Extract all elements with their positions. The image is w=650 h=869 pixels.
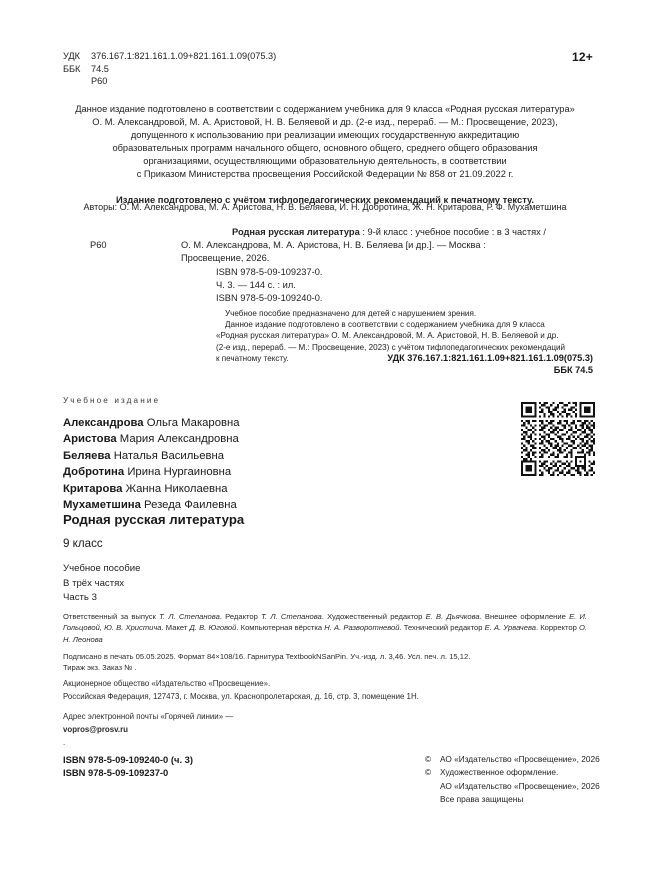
bibliographic-record [63, 226, 587, 305]
intro-line: Данное издание подготовлено в соответствии с содержанием учебника для 9 класса «Родная русская литература» [75, 104, 575, 114]
footer-isbn-block [63, 753, 193, 780]
authors-line: Авторы: О. М. Александрова, М. А. Аристова, Н. В. Беляева, И. Н. Добротина, Ж. Н. Критарова, Р. Ф. Мухаметшина [83, 202, 567, 212]
author-surname: Добротина [63, 466, 125, 479]
publisher-postal-address: Российская Федерация, 127473, г. Москва, ул. Краснопролетарская, д. 16, стр. 3, помещение 1Н. [63, 692, 419, 702]
credit-person: Е. А. Урвачева [484, 623, 536, 633]
intro-line: О. М. Александровой, М. А. Аристовой, Н. В. Беляевой и др. (2-е изд., перераб. — М.: Просвещение, 2023), [92, 117, 558, 128]
isbn-part: ISBN 978-5-09-109240-0 (ч. 3) [63, 754, 193, 765]
isbn-full: ISBN 978-5-09-109237-0 [63, 767, 169, 779]
udk-right-line: УДК 376.167.1:821.161.1.09+821.161.1.09(075.3) [387, 353, 593, 363]
signature-row [63, 75, 276, 88]
biblio-body [181, 226, 587, 266]
edition-label: Учебное издание [63, 396, 161, 405]
credit-label: . Корректор [535, 623, 579, 633]
udk-bbk-block [63, 50, 276, 88]
author-surname: Аристова [63, 433, 117, 446]
intro-paragraph [63, 103, 587, 206]
udk-bbk-right-block [387, 352, 593, 377]
udk-row [63, 50, 276, 63]
intro-line: организациями, осуществляющими образовательную деятельность, в соответствии [143, 156, 507, 167]
credit-person: Д. В. Юговой [189, 623, 237, 633]
bbk-row [63, 63, 276, 76]
signature-value: Р60 [91, 76, 108, 87]
author-name-row [63, 464, 240, 480]
udk-label: УДК [63, 51, 80, 61]
author-surname: Мухаметшина [63, 499, 141, 512]
biblio-line-1-rest: : 9-й класс : учебное пособие : в 3 частях / [359, 227, 546, 237]
hotline-email[interactable]: vopros@prosv.ru [63, 724, 128, 734]
print-specifications [63, 651, 587, 674]
hotline-label: Адрес электронной почты «Горячей линии» — [63, 711, 234, 721]
credit-label: . Художественный редактор [321, 612, 426, 621]
biblio-title: Родная русская литература [232, 227, 360, 237]
hotline-suffix: . [63, 738, 66, 748]
credit-person: Е. В. Дьячкова [425, 612, 480, 621]
copyright-icon: © [425, 767, 432, 778]
book-parts: В трёх частях [63, 577, 125, 589]
credit-person: О. Н. Леонова [63, 623, 588, 644]
bbk-label: ББК [63, 63, 81, 74]
grade-label: 9 класс [63, 537, 103, 550]
author-name-row [63, 431, 240, 447]
author-surname: Александрова [63, 417, 144, 429]
intro-line: с Приказом Министерства просвещения Российской Федерации № 858 от 21.09.2022 г. [136, 169, 514, 180]
udk-value: 376.167.1:821.161.1.09+821.161.1.09(075.3) [91, 51, 277, 61]
credit-person: Т. Л. Степанова [159, 612, 220, 621]
annotation-line: к печатному тексту. [216, 353, 289, 363]
copyright-row [425, 753, 600, 766]
book-part-number: Часть 3 [63, 592, 97, 604]
publisher-address [63, 677, 587, 749]
intro-line: допущенного к использованию при реализации имеющих государственную аккредитацию [130, 130, 520, 141]
credit-label: Ответственный за выпуск [63, 612, 160, 621]
author-name-row [63, 497, 240, 513]
page-title: Родная русская литература [63, 512, 245, 527]
hotline-email-row [63, 710, 587, 750]
biblio-signature: Р60 [90, 240, 107, 251]
annotation-line: Данное издание подготовлено в соответствии с содержанием учебника для 9 класса [225, 320, 545, 330]
print-run-line: Тираж экз. Заказ № . [63, 663, 137, 673]
copyright-text: АО «Издательство «Просвещение», 2026 [440, 780, 600, 791]
author-given: Жанна Николаевна [125, 482, 228, 495]
annotation-line: Учебное пособие предназначено для детей с нарушением зрения. [225, 309, 477, 318]
credit-label: . Макет [161, 623, 190, 633]
biblio-line-3: Просвещение, 2026. [181, 253, 270, 264]
biblio-line-1 [181, 226, 587, 239]
copyright-text: Все права защищены [440, 794, 524, 805]
copyright-block [425, 753, 600, 807]
biblio-line-2: О. М. Александрова, М. А. Аристова, Н. В. Беляева [и др.]. — Москва : [181, 240, 486, 251]
print-spec-line: Подписано в печать 05.05.2025. Формат 84×108/16. Гарнитура TextbookNSanPin. Уч.-изд. л. 3,46. Усл. печ. л. 15,12. [63, 652, 471, 661]
credit-label: . Редактор [219, 612, 262, 621]
author-given: Мария Александровна [119, 433, 239, 446]
author-given: Резеда Фаилевна [144, 499, 237, 512]
bbk-right-line: ББК 74.5 [553, 365, 593, 376]
credit-person: Е. И. Гольцовой, Ю. В. Христича [63, 612, 588, 633]
copyright-text: АО «Издательство «Просвещение», 2026 [440, 754, 600, 764]
author-names-list [63, 415, 240, 513]
credit-person: Н. А. Разворотневой [324, 623, 400, 633]
author-given: Ирина Нургаиновна [127, 466, 232, 479]
author-name-row [63, 415, 240, 431]
copyright-text: Художественное оформление. [440, 767, 559, 778]
copyright-row [425, 766, 600, 779]
author-name-row [63, 481, 240, 497]
author-name-row [63, 448, 240, 464]
publisher-name: Акционерное общество «Издательство «Просвещение». [63, 679, 271, 688]
credit-label: . Внешнее оформление [479, 612, 570, 621]
biblio-part-line: Ч. 3. — 144 с. : ил. [216, 279, 296, 290]
author-surname: Критарова [63, 482, 123, 495]
production-credits [63, 611, 587, 645]
copyright-row [425, 780, 600, 793]
qr-code[interactable] [521, 401, 595, 477]
age-rating-mark: 12+ [572, 50, 593, 64]
credit-label: . Технический редактор [399, 623, 485, 633]
author-given: Ольга Макаровна [146, 417, 240, 429]
annotation-line: «Родная русская литература» О. М. Александровой, М. А. Аристовой, Н. В. Беляевой и др. [216, 331, 559, 341]
intro-highlight: Издание подготовлено с учётом тифлопедагогических рекомендаций к печатному тексту. [115, 193, 535, 205]
author-surname: Беляева [63, 449, 111, 462]
biblio-isbn-1: ISBN 978-5-09-109237-0. [216, 266, 323, 277]
book-subinfo [63, 562, 140, 606]
annotation-line: (2-е изд., перераб. — М.: Просвещение, 2023) с учётом тифлопедагогических рекомендаций [216, 342, 565, 352]
copyright-row [425, 793, 600, 806]
credit-label: . Компьютерная вёрстка [236, 623, 325, 633]
bbk-value: 74.5 [91, 63, 109, 74]
biblio-isbn-2: ISBN 978-5-09-109240-0. [216, 293, 323, 304]
book-type: Учебное пособие [63, 563, 141, 574]
author-given: Наталья Васильевна [113, 449, 225, 462]
credit-person: Т. Л. Степанова [261, 612, 322, 621]
copyright-icon: © [425, 754, 432, 764]
intro-line: образовательных программ начального общего, основного общего, среднего общего образования [112, 143, 538, 154]
